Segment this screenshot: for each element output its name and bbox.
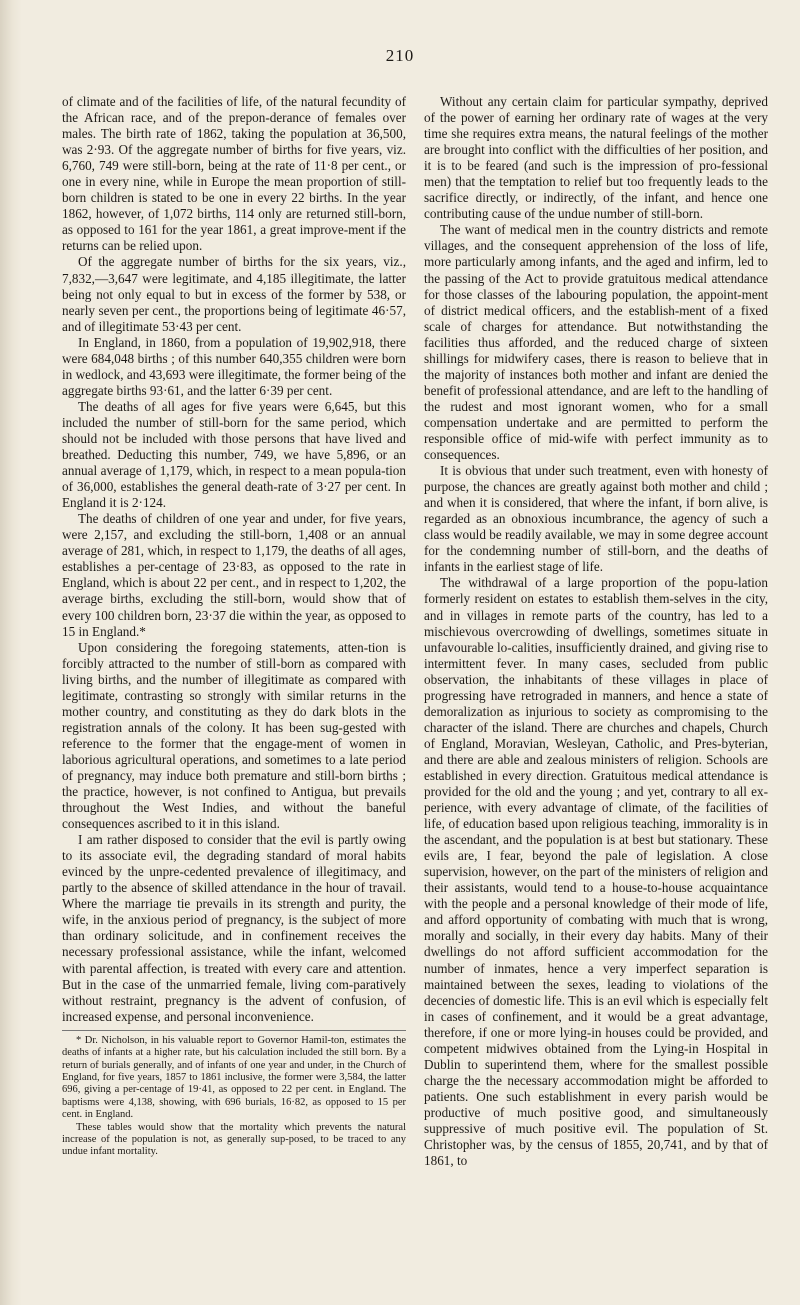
paragraph: Upon considering the foregoing statements, atten-tion is forcibly attracted to the number of still-born as compared with living births, and the number of illegitimate as compared with legitimate, contrasting so strongly with similar returns in the mother country, and constituting as they do dark blots in the registration annals of the colony. It has been sug-gested with reference to the former that the engage-ment of women in laborious agricultural operations, and sometimes to a late period of pregnancy, may induce both premature and still-born births ; the practice, however, is not confined to Antigua, but prevails throughout the West Indies, and without the baneful consequences ascribed to it in this island. [62,639,406,832]
paragraph: The withdrawal of a large proportion of the popu-lation formerly resident on estates to establish them-selves in the city, and in villages in remote parts of the country, has led to a mischievous overcrowding of dwellings, sometimes situate in unfavourable lo-calities, insufficiently drained, and giving rise to intermittent fever. In many cases, secluded from public observation, the inhabitants of these villages in place of progressing have retrograded in manners, and hence a state of demoralization as injurious to society as compromising to the character of the island. There are churches and chapels, Church of England, Moravian, Wesleyan, Catholic, and Pres-byterian, and there are able and zealous ministers of religion. Schools are established in every direction. Gratuitous medical attendance is provided for the old and the young ; and yet, contrary to all ex-perience, with every advantage of climate, of the facilities of life, of education based upon religious teaching, immorality is in the ascendant, and the population is at best but stationary. These evils are, I fear, beyond the pale of legislation. A close supervision, however, on the part of the ministers of religion and their assistants, would tend to a house-to-house acquaintance with the people and a personal knowledge of their mode of life, and afford opportunity of combating with much that is wrong, morally and socially, in their every day habits. Many of their dwellings do not afford sufficient accommodation for the number of inmates, hence a very imperfect separation is maintained between the sexes, leading to violations of the decencies of domestic life. This is an evil which is especially felt in cases of confinement, and it would be a great advantage, therefore, if one or more lying-in houses could be provided, and competent midwives obtained from the Lying-in Hospital in Dublin to superintend them, where for the smallest possible charge the the necessary accommodation might be afforded to patients. One such establishment in every parish would be productive of much positive good, and simultaneously suppressive of much positive evil. The population of St. Christopher was, by the census of 1855, 20,741, and by that of 1861, to [424,575,768,1169]
paragraph: Without any certain claim for particular sympathy, deprived of the power of earning her ordinary rate of wages at the very time she requires extra means, the natural feelings of the mother are brought into conflict with the difficulties of her position, and it is to be feared (and such is the impression of pro-fessional men) that the temptation to relief but too frequently leads to the sacrifice directly, or indirectly, of the infant, and hence one contributing cause of the undue number of still-born. [424,94,768,222]
footnote: * Dr. Nicholson, in his valuable report to Governor Hamil-ton, estimates the deaths of infants at a higher rate, but his calculation included the still born. By a return of burials generally, and of infants of one year and under, in the Church of England, for five years, 1857 to 1861 inclusive, the former were 3,584, the latter 696, giving a per-centage of 19·41, as opposed to 22 per cent. in England. The baptisms were 4,138, showing, with 696 burials, 16·82, as opposed to 15 per cent. in England. [62,1034,406,1121]
paragraph: I am rather disposed to consider that the evil is partly owing to its associate evil, the degrading standard of moral habits evinced by the unpre-cedented prevalence of illegitimacy, and partly to the absence of skilled attendance in the hour of travail. Where the marriage tie prevails in its strength and purity, the wife, in the anxious period of pregnancy, is the subject of more than ordinary solicitude, and in confinement receives the necessary professional assistance, while the infant, welcomed with parental affection, is treated with every care and attention. But in the case of the unmarried female, living com-paratively without restraint, pregnancy is the advent of confusion, of increased expense, and personal inconvenience. [62,832,406,1024]
paragraph: The deaths of all ages for five years were 6,645, but this included the number of still-born for the same period, which should not be included with those persons that have lived and breathed. Deducting this number, 749, we have 5,896, or an annual average of 1,179, which, in respect to a mean popula-tion of 36,000, establishes the general death-rate of 3·27 per cent. In England it is 2·124. [62,398,406,511]
paragraph: The deaths of children of one year and under, for five years, were 2,157, and excluding the still-born, 1,408 or an annual average of 281, which, in respect to 1,179, the deaths of all ages, establishes a per-centage of 23·83, as opposed to the rate in England, which is about 22 per cent., and in respect to 1,202, the average births, excluding the still-born, would show that of every 100 children born, 23·37 die within the year, as opposed to 15 in England.* [62,511,406,639]
footnote: These tables would show that the mortality which prevents the natural increase of the population is not, as generally sup-posed, to be traced to any undue infant mortality. [62,1121,406,1158]
paragraph: It is obvious that under such treatment, even with honesty of purpose, the chances are greatly against both mother and child ; and when it is considered, that where the infant, if born alive, is regarded as an obnoxious incumbrance, the agency of such a class would be readily available, we may in some degree account for the condemning number of still-born, and the deaths of infants in the earliest stage of life. [424,463,768,575]
page-number: 210 [385,46,415,65]
footnotes [62,1030,406,1159]
paragraph: of climate and of the facilities of life, of the natural fecundity of the African race, and of the prepon-derance of females over males. The birth rate of 1862, taking the population at 36,500, was 2·93. Of the aggregate number of births for five years, viz. 6,760, 749 were still-born, being at the rate of 11·8 per cent., or one in every nine, while in Europe the mean proportion of still-born children is stated to be one in every 22 births. In the year 1862, however, of 1,072 births, 114 only are returned still-born, as opposed to 161 for the year 1861, a great improve-ment if the returns can be relied upon. [62,94,406,254]
book-gutter [0,0,22,1305]
paragraph: In England, in 1860, from a population of 19,902,918, there were 684,048 births ; of this number 640,355 children were born in wedlock, and 43,693 were illegitimate, the former being of the aggregate births 93·61, and the latter 6·39 per cent. [62,334,406,398]
right-column [424,94,768,1169]
left-column [62,94,406,1159]
paragraph: Of the aggregate number of births for the six years, viz., 7,832,—3,647 were legitimate, and 4,185 illegitimate, the latter being not only equal to but in excess of the former by 538, or nearly seven per cent., the proportions being of legitimate 46·57, and of illegitimate 53·43 per cent. [62,254,406,334]
paragraph: The want of medical men in the country districts and remote villages, and the consequent apprehension of the loss of life, more particularly among infants, and the aged and infirm, led to the passing of the Act to provide gratuitous medical attendance for those classes of the labouring population, the appoint-ment of district medical officers, and the establish-ment of a fixed scale of charges for attendance. But notwithstanding the facilities thus afforded, and the reduced charge of sixteen shillings for midwifery cases, there is reason to believe that in the majority of instances both mother and infant are denied the benefit of professional attendance, and are left to the handling of the rudest and most ignorant women, who for a small compensation undertake and are permitted to perform the responsible office of mid-wife with perfect immunity as to consequences. [424,222,768,463]
